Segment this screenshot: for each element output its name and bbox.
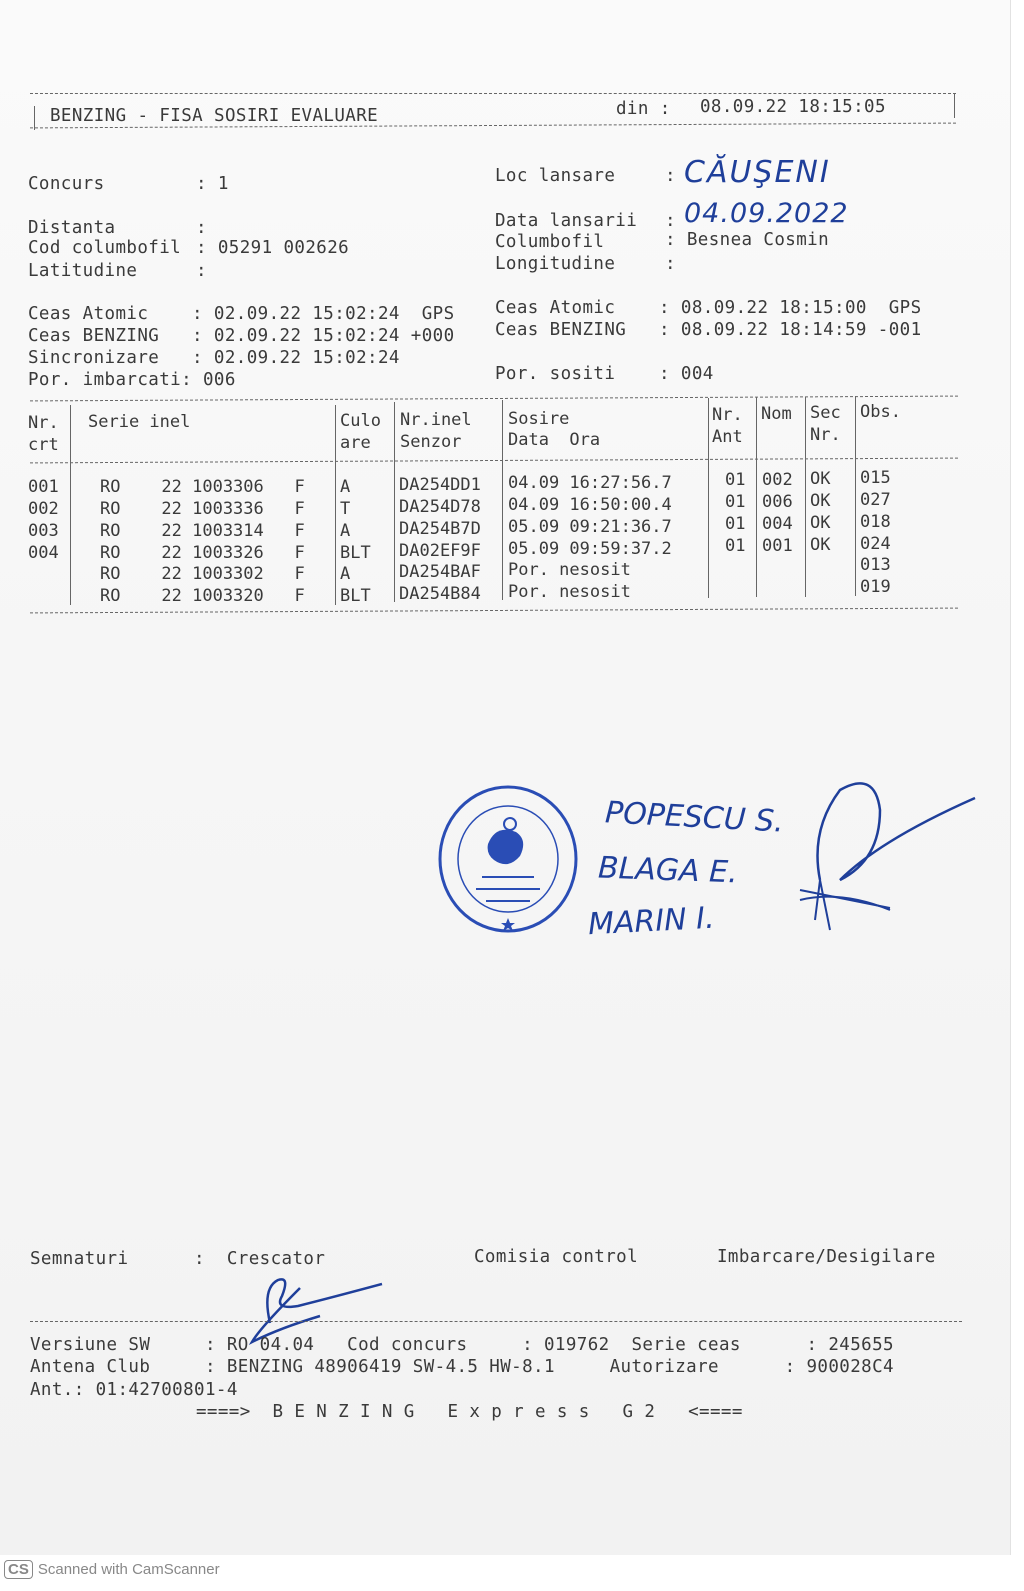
row-nom: 006 <box>762 492 793 512</box>
row-culoare: A <box>340 564 351 584</box>
row-senzor: DA254B7D <box>399 519 481 539</box>
clock-right-benzing: Ceas BENZING : 08.09.22 18:14:59 -001 <box>495 320 922 340</box>
row-sosire: Por. nesosit <box>508 560 631 580</box>
header-culoare-2: are <box>340 433 371 453</box>
row-culoare: BLT <box>340 543 371 563</box>
col-sep-2 <box>335 405 336 605</box>
header-serie-inel: Serie inel <box>88 412 191 432</box>
cod-columbofil-value: : 05291 002626 <box>196 238 350 258</box>
col-sep-6 <box>756 397 757 597</box>
col-sep-1 <box>70 405 71 605</box>
row-serie: RO 22 1003320 F <box>100 586 305 606</box>
row-serie: RO 22 1003306 F <box>100 477 305 497</box>
row-obs: 024 <box>860 534 891 554</box>
header-sosire: Sosire <box>508 409 570 429</box>
clock-left-sincronizare: Sincronizare : 02.09.22 15:02:24 <box>28 348 400 368</box>
row-culoare: A <box>340 477 351 497</box>
report-title: BENZING - FISA SOSIRI EVALUARE <box>50 106 379 126</box>
header-sec-nr: Nr. <box>810 425 841 445</box>
longitudine-colon: : <box>665 254 676 274</box>
row-obs: 015 <box>860 468 891 488</box>
row-serie: RO 22 1003314 F <box>100 521 305 541</box>
handwritten-name-blaga: BLAGA E. <box>597 850 739 891</box>
row-nom: 002 <box>762 470 793 490</box>
row-sosire: 04.09 16:50:00.4 <box>508 495 672 515</box>
row-sec: OK <box>810 469 831 489</box>
concurs-label: Concurs <box>28 174 105 194</box>
row-senzor: DA254BAF <box>399 562 481 582</box>
latitudine-value: : <box>196 261 207 281</box>
row-obs: 019 <box>860 577 891 597</box>
footer-rule <box>30 1321 962 1322</box>
handwritten-data-lansarii: 04.09.2022 <box>684 198 849 229</box>
row-ant: 01 <box>725 514 746 534</box>
header-sec: Sec <box>810 403 841 423</box>
row-sosire: 05.09 09:59:37.2 <box>508 539 672 559</box>
camscanner-watermark <box>4 1560 220 1579</box>
row-nr: 003 <box>28 521 59 541</box>
header-culoare-1: Culo <box>340 411 381 431</box>
row-nr: 001 <box>28 477 59 497</box>
club-stamp <box>436 784 580 934</box>
data-lansarii-label: Data lansarii <box>495 211 638 231</box>
row-serie: RO 22 1003336 F <box>100 499 305 519</box>
row-obs: 027 <box>860 490 891 510</box>
row-ant: 01 <box>725 470 746 490</box>
benzing-banner: ====> B E N Z I N G E x p r e s s G 2 <==== <box>196 1402 743 1422</box>
row-ant: 01 <box>725 492 746 512</box>
header-crt: crt <box>28 435 59 455</box>
versiune-sw-line: Versiune SW : RO 04.04 Cod concurs : 019762 Serie ceas : 245655 <box>30 1335 894 1355</box>
row-sosire: Por. nesosit <box>508 582 631 602</box>
row-senzor: DA254B84 <box>399 584 481 604</box>
row-nom: 004 <box>762 514 793 534</box>
row-nr: 002 <box>28 499 59 519</box>
clock-right-atomic: Ceas Atomic : 08.09.22 18:15:00 GPS <box>495 298 922 318</box>
header-nom: Nom <box>761 404 792 424</box>
row-nr: 004 <box>28 543 59 563</box>
comisia-control: Comisia control <box>474 1247 639 1267</box>
row-culoare: BLT <box>340 586 371 606</box>
row-sec: OK <box>810 491 831 511</box>
col-sep-7 <box>805 397 806 597</box>
clock-right-sositi: Por. sositi : 004 <box>495 364 714 384</box>
din-value: 08.09.22 18:15:05 <box>700 97 886 117</box>
header-top-rule <box>30 93 956 94</box>
row-senzor: DA02EF9F <box>399 541 481 561</box>
row-serie: RO 22 1003302 F <box>100 564 305 584</box>
latitudine-label: Latitudine <box>28 261 138 281</box>
loc-lansare-label: Loc lansare <box>495 166 616 186</box>
row-sosire: 04.09 16:27:56.7 <box>508 473 672 493</box>
row-sec: OK <box>810 513 831 533</box>
header-nr-inel: Nr.inel <box>400 410 472 430</box>
loc-lansare-colon: : <box>665 166 676 186</box>
row-sec: OK <box>810 535 831 555</box>
col-sep-5 <box>708 398 709 598</box>
header-senzor: Senzor <box>400 432 462 452</box>
camscanner-text: Scanned with CamScanner <box>37 1561 220 1578</box>
camscanner-logo: CS <box>4 1560 33 1579</box>
header-nr: Nr. <box>28 413 59 433</box>
columbofil-value: : Besnea Cosmin <box>665 230 830 250</box>
distanta-label: Distanta <box>28 218 116 238</box>
clock-left-imbarcati: Por. imbarcati: 006 <box>28 370 236 390</box>
col-sep-8 <box>855 396 856 596</box>
handwritten-loc-lansare: CĂUŞENI <box>684 155 831 190</box>
din-label: din : <box>616 99 671 119</box>
distanta-value: : <box>196 218 207 238</box>
row-senzor: DA254D78 <box>399 497 481 517</box>
concurs-value: : 1 <box>196 174 229 194</box>
row-obs: 018 <box>860 512 891 532</box>
header-data-ora: Data Ora <box>508 430 601 450</box>
cod-columbofil-label: Cod columbofil <box>28 238 182 258</box>
antena-club-line: Antena Club : BENZING 48906419 SW-4.5 HW-8.1 Autorizare : 900028C4 <box>30 1357 894 1377</box>
clock-left-atomic: Ceas Atomic : 02.09.22 15:02:24 GPS <box>28 304 455 324</box>
header-left-edge <box>34 106 35 130</box>
header-ant: Ant <box>712 427 743 447</box>
header-obs: Obs. <box>860 402 901 422</box>
row-ant: 01 <box>725 536 746 556</box>
clock-left-benzing: Ceas BENZING : 02.09.22 15:02:24 +000 <box>28 326 455 346</box>
row-serie: RO 22 1003326 F <box>100 543 305 563</box>
handwritten-name-marin: MARIN I. <box>587 900 716 943</box>
col-sep-4 <box>502 400 503 600</box>
longitudine-label: Longitudine <box>495 254 616 274</box>
data-lansarii-colon: : <box>665 211 676 231</box>
handwritten-name-popescu: POPESCU S. <box>604 795 785 840</box>
columbofil-label: Columbofil <box>495 232 605 252</box>
col-sep-3 <box>394 402 395 602</box>
row-culoare: T <box>340 499 351 519</box>
header-nr-ant: Nr. <box>712 405 743 425</box>
row-sosire: 05.09 09:21:36.7 <box>508 517 672 537</box>
header-right-edge <box>954 94 955 118</box>
row-culoare: A <box>340 521 351 541</box>
ant-line: Ant.: 01:42700801-4 <box>30 1380 238 1400</box>
commission-signature <box>780 770 990 950</box>
row-nom: 001 <box>762 536 793 556</box>
row-obs: 013 <box>860 555 891 575</box>
semnaturi-crescator: Semnaturi : Crescator <box>30 1249 326 1269</box>
imbarcare-desigilare: Imbarcare/Desigilare <box>717 1247 936 1267</box>
row-senzor: DA254DD1 <box>399 475 481 495</box>
